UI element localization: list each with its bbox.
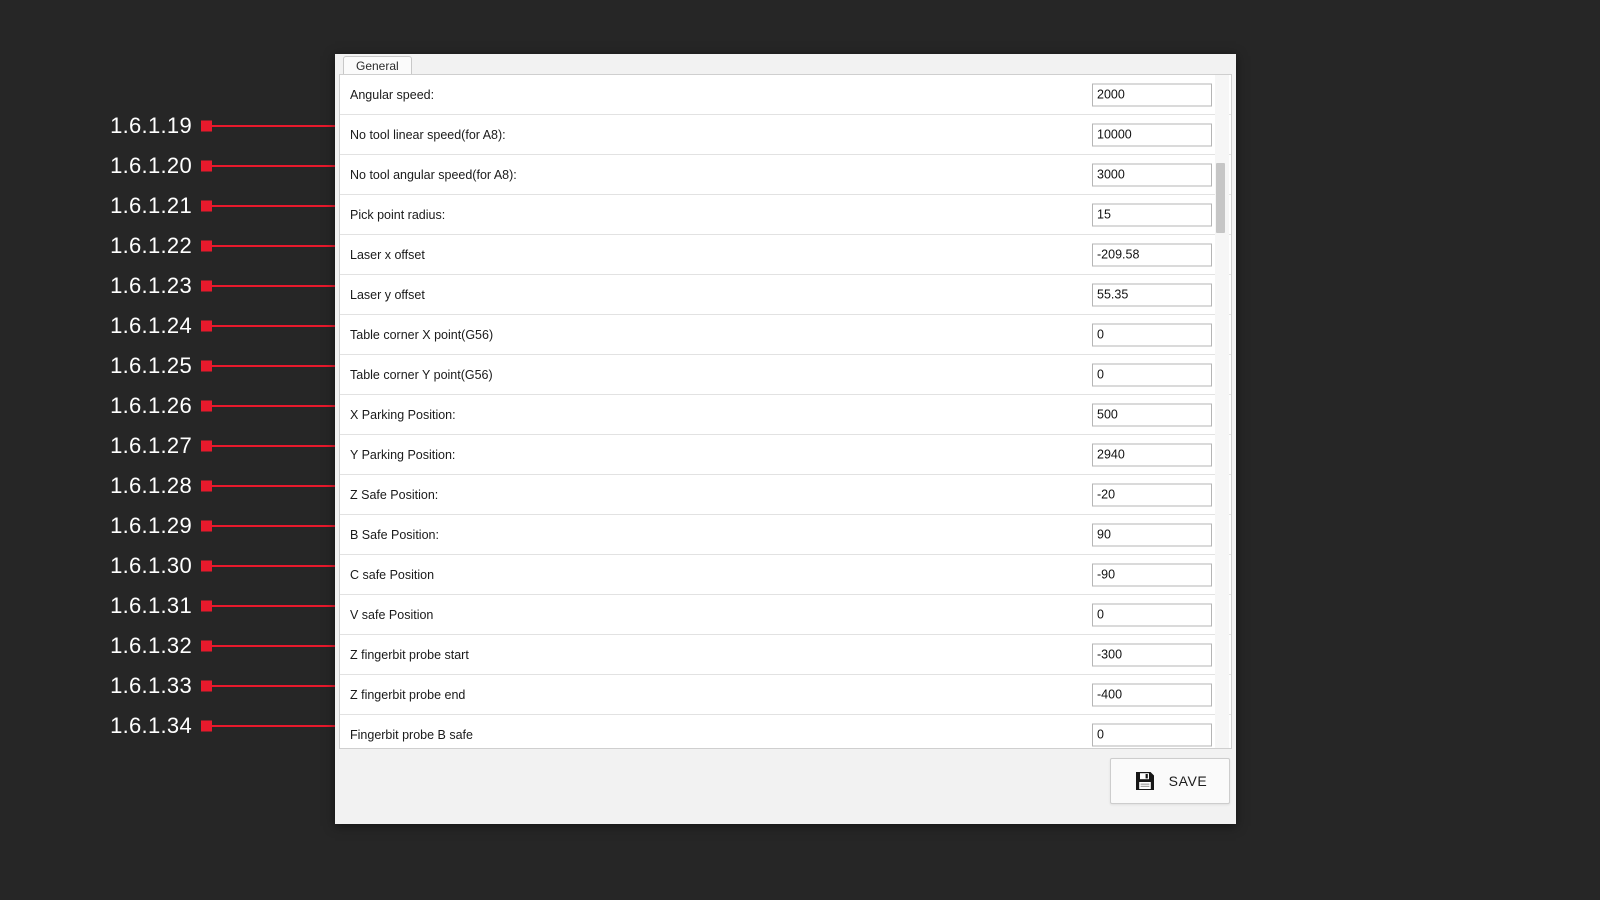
settings-row-list [340,75,1232,749]
setting-row [340,515,1232,555]
settings-panel [339,74,1232,749]
tab-general-label: General [356,59,399,73]
annotation-square-marker [201,481,212,492]
setting-value-input[interactable] [1092,203,1212,226]
setting-value-input[interactable] [1092,563,1212,586]
annotation-marker [0,555,350,577]
vertical-scrollbar-thumb[interactable] [1216,163,1225,233]
setting-value-input[interactable] [1092,723,1212,746]
setting-value-input[interactable] [1092,163,1212,186]
floppy-disk-icon [1133,769,1157,793]
annotation-label: 1.6.1.30 [110,553,192,578]
setting-value-input[interactable] [1092,123,1212,146]
setting-label: Fingerbit probe B safe [350,727,473,742]
annotation-square-marker [201,361,212,372]
setting-label: Y Parking Position: [350,447,456,462]
setting-row [340,395,1232,435]
tab-strip [335,54,1236,74]
annotation-marker [0,275,350,297]
setting-row [340,675,1232,715]
setting-label: B Safe Position: [350,527,439,542]
annotation-label: 1.6.1.29 [110,513,192,538]
save-button[interactable] [1110,758,1230,804]
annotation-square-marker [201,521,212,532]
setting-value-input[interactable] [1092,643,1212,666]
setting-row [340,155,1232,195]
annotation-leader-line [212,685,336,687]
annotation-leader-line [212,645,336,647]
annotation-leader-line [212,445,336,447]
annotation-marker [0,595,350,617]
vertical-scrollbar-track[interactable] [1215,75,1229,748]
setting-label: Laser y offset [350,287,425,302]
setting-value-input[interactable] [1092,603,1212,626]
setting-label: C safe Position [350,567,435,582]
annotation-square-marker [201,241,212,252]
annotation-marker [0,715,350,737]
annotation-marker [0,195,350,217]
setting-value-input[interactable] [1092,403,1212,426]
setting-row [340,595,1232,635]
setting-row [340,635,1232,675]
setting-label: Pick point radius: [350,207,446,222]
setting-label: No tool angular speed(for A8): [350,167,517,182]
annotation-marker [0,395,350,417]
annotation-square-marker [201,121,212,132]
setting-value-input[interactable] [1092,283,1212,306]
annotation-square-marker [201,401,212,412]
setting-label: Z fingerbit probe end [350,687,466,702]
setting-value-input[interactable] [1092,83,1212,106]
setting-label: X Parking Position: [350,407,456,422]
annotation-marker [0,155,350,177]
setting-row [340,355,1232,395]
annotation-leader-line [212,605,336,607]
annotation-marker [0,515,350,537]
setting-row [340,435,1232,475]
annotation-label: 1.6.1.32 [110,633,192,658]
annotation-label: 1.6.1.24 [110,313,192,338]
annotation-square-marker [201,721,212,732]
annotation-label: 1.6.1.26 [110,393,192,418]
annotation-label: 1.6.1.20 [110,153,192,178]
annotation-leader-line [212,405,336,407]
annotation-square-marker [201,641,212,652]
setting-label: Z Safe Position: [350,487,439,502]
setting-value-input[interactable] [1092,683,1212,706]
annotation-label: 1.6.1.34 [110,713,192,738]
annotation-leader-line [212,565,336,567]
annotation-marker [0,315,350,337]
setting-value-input[interactable] [1092,363,1212,386]
annotation-square-marker [201,601,212,612]
setting-label: No tool linear speed(for A8): [350,127,506,142]
setting-value-input[interactable] [1092,483,1212,506]
setting-value-input[interactable] [1092,443,1212,466]
setting-value-input[interactable] [1092,243,1212,266]
annotation-label: 1.6.1.22 [110,233,192,258]
annotation-square-marker [201,321,212,332]
annotation-leader-line [212,125,336,127]
annotation-square-marker [201,161,212,172]
setting-label: V safe Position [350,607,434,622]
annotation-label: 1.6.1.33 [110,673,192,698]
annotation-leader-line [212,165,336,167]
setting-row [340,475,1232,515]
setting-value-input[interactable] [1092,523,1212,546]
annotation-square-marker [201,201,212,212]
annotation-label: 1.6.1.21 [110,193,192,218]
annotation-label: 1.6.1.19 [110,113,192,138]
setting-row [340,195,1232,235]
setting-value-input[interactable] [1092,323,1212,346]
tab-general[interactable] [343,56,412,75]
annotation-marker [0,115,350,137]
annotation-label: 1.6.1.25 [110,353,192,378]
annotation-square-marker [201,441,212,452]
setting-row [340,275,1232,315]
annotation-label: 1.6.1.28 [110,473,192,498]
annotation-leader-line [212,725,336,727]
annotation-leader-line [212,245,336,247]
annotation-marker [0,435,350,457]
setting-label: Table corner Y point(G56) [350,367,493,382]
annotation-marker [0,675,350,697]
setting-label: Z fingerbit probe start [350,647,469,662]
setting-row [340,235,1232,275]
annotation-square-marker [201,681,212,692]
setting-row [340,715,1232,749]
annotation-label: 1.6.1.31 [110,593,192,618]
annotation-marker [0,475,350,497]
setting-label: Laser x offset [350,247,425,262]
annotation-leader-line [212,205,336,207]
setting-label: Angular speed: [350,87,435,102]
annotation-marker [0,355,350,377]
annotation-overlay [0,0,350,900]
annotation-leader-line [212,525,336,527]
setting-row [340,555,1232,595]
annotation-leader-line [212,365,336,367]
annotation-square-marker [201,561,212,572]
annotation-label: 1.6.1.27 [110,433,192,458]
setting-row [340,115,1232,155]
annotation-leader-line [212,285,336,287]
annotation-leader-line [212,325,336,327]
annotation-marker [0,635,350,657]
save-button-label: SAVE [1168,773,1208,789]
annotation-leader-line [212,485,336,487]
setting-row [340,315,1232,355]
annotation-marker [0,235,350,257]
settings-window [335,54,1236,824]
setting-label: Table corner X point(G56) [350,327,494,342]
setting-row [340,75,1232,115]
annotation-label: 1.6.1.23 [110,273,192,298]
window-footer [339,750,1232,820]
annotation-square-marker [201,281,212,292]
